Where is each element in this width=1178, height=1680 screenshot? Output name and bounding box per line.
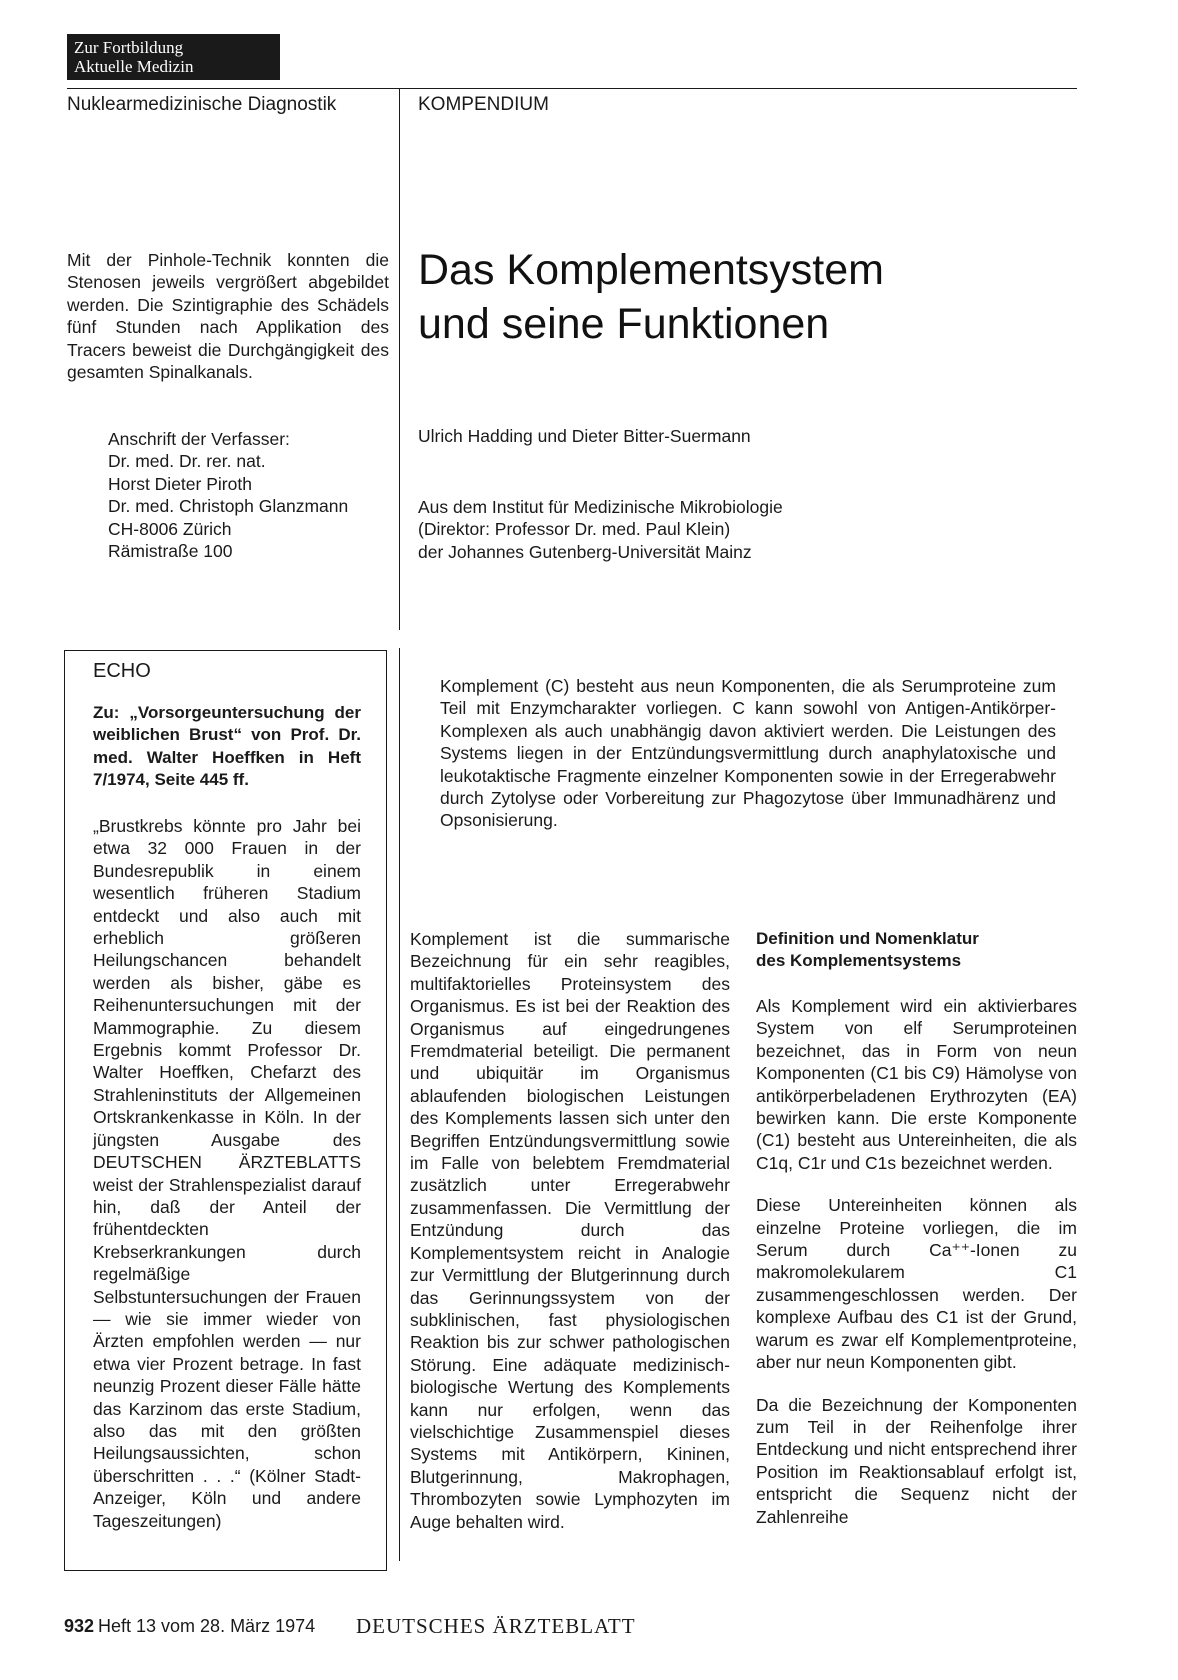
article-title-line1: Das Komplementsystem — [418, 246, 884, 294]
address-line: Rämistraße 100 — [108, 541, 233, 562]
address-line: Dr. med. Christoph Glanzmann — [108, 496, 349, 517]
echo-quote: „Brustkrebs könnte pro Jahr bei etwa 32 000 Frauen in der Bundesrepublik in einem wesentlich früheren Stadium entdeckt und also auch mit erheblich größeren Heilungschancen behandelt werden als bisher, gäbe es Reihenuntersuchungen mit der Mammographie. Zu diesem Ergebnis kommt Professor Dr. Walter Hoeffken, Chefarzt des Strahleninstituts der Allgemeinen Ortskrankenkasse in Köln. In der jüngsten Ausgabe des DEUTSCHEN ÄRZTEBLATTS weist der Strahlenspezialist darauf hin, daß der Anteil der frühentdeckten Krebserkrankungen durch regelmäßige Selbstuntersuchungen der Frauen — wie sie immer wieder von Ärzten empfohlen werden — nur etwa vier Prozent betrage. In fast neunzig Prozent dieser Fälle hätte das Karzinom das erste Stadium, also das mit den größten Heilungsaussichten, schon überschritten . . .“ (Kölner Stadt-Anzeiger, Köln und andere Tageszeitungen) — [93, 816, 361, 1531]
address-line: Anschrift der Verfasser: — [108, 429, 290, 449]
section-tag — [67, 34, 280, 80]
left-section-label: Nuklearmedizinische Diagnostik — [67, 94, 337, 115]
left-article-text: Mit der Pinhole-Technik konnten die Stenosen jeweils vergrößert abgebildet werden. Die Szintigraphie des Schädels fünf Stunden nach Applikation des Tracers beweist die Durchgängigkeit des gesamten Spinalkanals. — [67, 250, 389, 383]
echo-title: ECHO — [93, 660, 151, 682]
address-line: Dr. med. Dr. rer. nat. — [108, 451, 266, 472]
article-abstract: Komplement (C) besteht aus neun Komponenten, die als Serumproteine zum Teil mit Enzymcharakter vorliegen. C kann sowohl von Antigen-Antikörper-Komplexen als auch unabhängig davon aktiviert werden. Die Leistungen des Systems liegen in der Entzündungsvermittlung durch anaphylatoxische und leukotaktische Fragmente einzelner Komponenten sowie in der Erregerabwehr durch Zytolyse oder Vorbereitung zur Phagozytose über Immunadhärenz und Opsonisierung. — [440, 676, 1056, 831]
header-rule — [67, 88, 1077, 89]
article-title-line2: und seine Funktionen — [418, 300, 830, 348]
article-body-column-2 — [756, 995, 1077, 1528]
article-authors: Ulrich Hadding und Dieter Bitter-Suermann — [418, 426, 751, 446]
affiliation-line: der Johannes Gutenberg-Universität Mainz — [418, 541, 752, 562]
body-paragraph: Als Komplement wird ein aktivierbares System von elf Serumproteinen bezeichnet, das in Form von neun Komponenten (C1 bis C9) Hämolyse von antikörperbeladenen Erythrozyten (EA) bewirken kann. Die erste Komponente (C1) besteht aus Untereinheiten, die als C1q, C1r und C1s bezeichnet werden. — [756, 996, 1077, 1173]
section-tag-line2: Aktuelle Medizin — [74, 57, 194, 76]
article-affiliation — [418, 496, 783, 563]
subheading-line2: des Komplementsystems — [756, 951, 962, 971]
right-section-label: KOMPENDIUM — [418, 94, 549, 115]
author-address — [108, 428, 348, 562]
section-tag-line1: Zur Fortbildung — [74, 38, 184, 57]
article-title — [418, 243, 1058, 351]
address-line: Horst Dieter Piroth — [108, 473, 252, 494]
address-line: CH-8006 Zürich — [108, 518, 232, 539]
affiliation-line: Aus dem Institut für Medizinische Mikrobiologie — [418, 497, 783, 517]
article-body-column-1: Komplement ist die summarische Bezeichnung für ein sehr reagibles, multifaktorielles Proteinsystem des Organismus. Es ist bei der Reaktion des Organismus auf eingedrungenes Fremdmaterial beteiligt. Die permanent und ubiquitär im Organismus ablaufenden biologischen Leistungen des Komplements lassen sich unter den Begriffen Entzündungsvermittlung sowie im Falle von belebtem Fremdmaterial zusätzlich unter Erregerabwehr zusammenfassen. Die Vermittlung der Entzündung durch das Komplementsystem reicht in Analogie zur Vermittlung der Blutgerinnung durch das Gerinnungssystem von der subklinischen, fast physiologischen Reaktion bis zur schwer pathologischen Störung. Eine adäquate medizinisch-biologische Wertung des Komplements kann nur erfolgen, wenn das vielschichtige Zusammenspiel dieses Systems mit Antikörpern, Kininen, Blutgerinnung, Makrophagen, Thrombozyten sowie Lymphozyten im Auge behalten wird. — [410, 929, 730, 1532]
subheading-line1: Definition und Nomenklatur — [756, 929, 979, 948]
body-paragraph: Diese Untereinheiten können als einzelne Proteine vorliegen, die im Serum durch Ca⁺⁺-Ionen zu makromolekularem C1 zusammengeschlossen werden. Der komplexe Aufbau des C1 ist der Grund, warum es zwar elf Komplementproteine, aber nur neun Komponenten gibt. — [756, 1195, 1077, 1373]
body-paragraph: Da die Bezeichnung der Komponenten zum Teil in der Reihenfolge ihrer Entdeckung und nicht entsprechend ihrer Position im Reaktionsablauf erfolgt ist, entspricht die Sequenz nicht der Zahlenreihe — [756, 1394, 1077, 1527]
article-subheading — [756, 928, 979, 973]
column-divider-upper — [399, 88, 400, 630]
issue-info: Heft 13 vom 28. März 1974 — [98, 1616, 316, 1636]
magazine-name: DEUTSCHES ÄRZTEBLATT — [356, 1614, 636, 1638]
page-number: 932 — [64, 1616, 95, 1636]
column-divider-lower — [399, 648, 400, 1561]
echo-reference: Zu: „Vorsorgeuntersuchung der weiblichen Brust“ von Prof. Dr. med. Walter Hoeffken in Heft 7/1974, Seite 445 ff. — [93, 703, 361, 789]
affiliation-line: (Direktor: Professor Dr. med. Paul Klein) — [418, 519, 731, 540]
